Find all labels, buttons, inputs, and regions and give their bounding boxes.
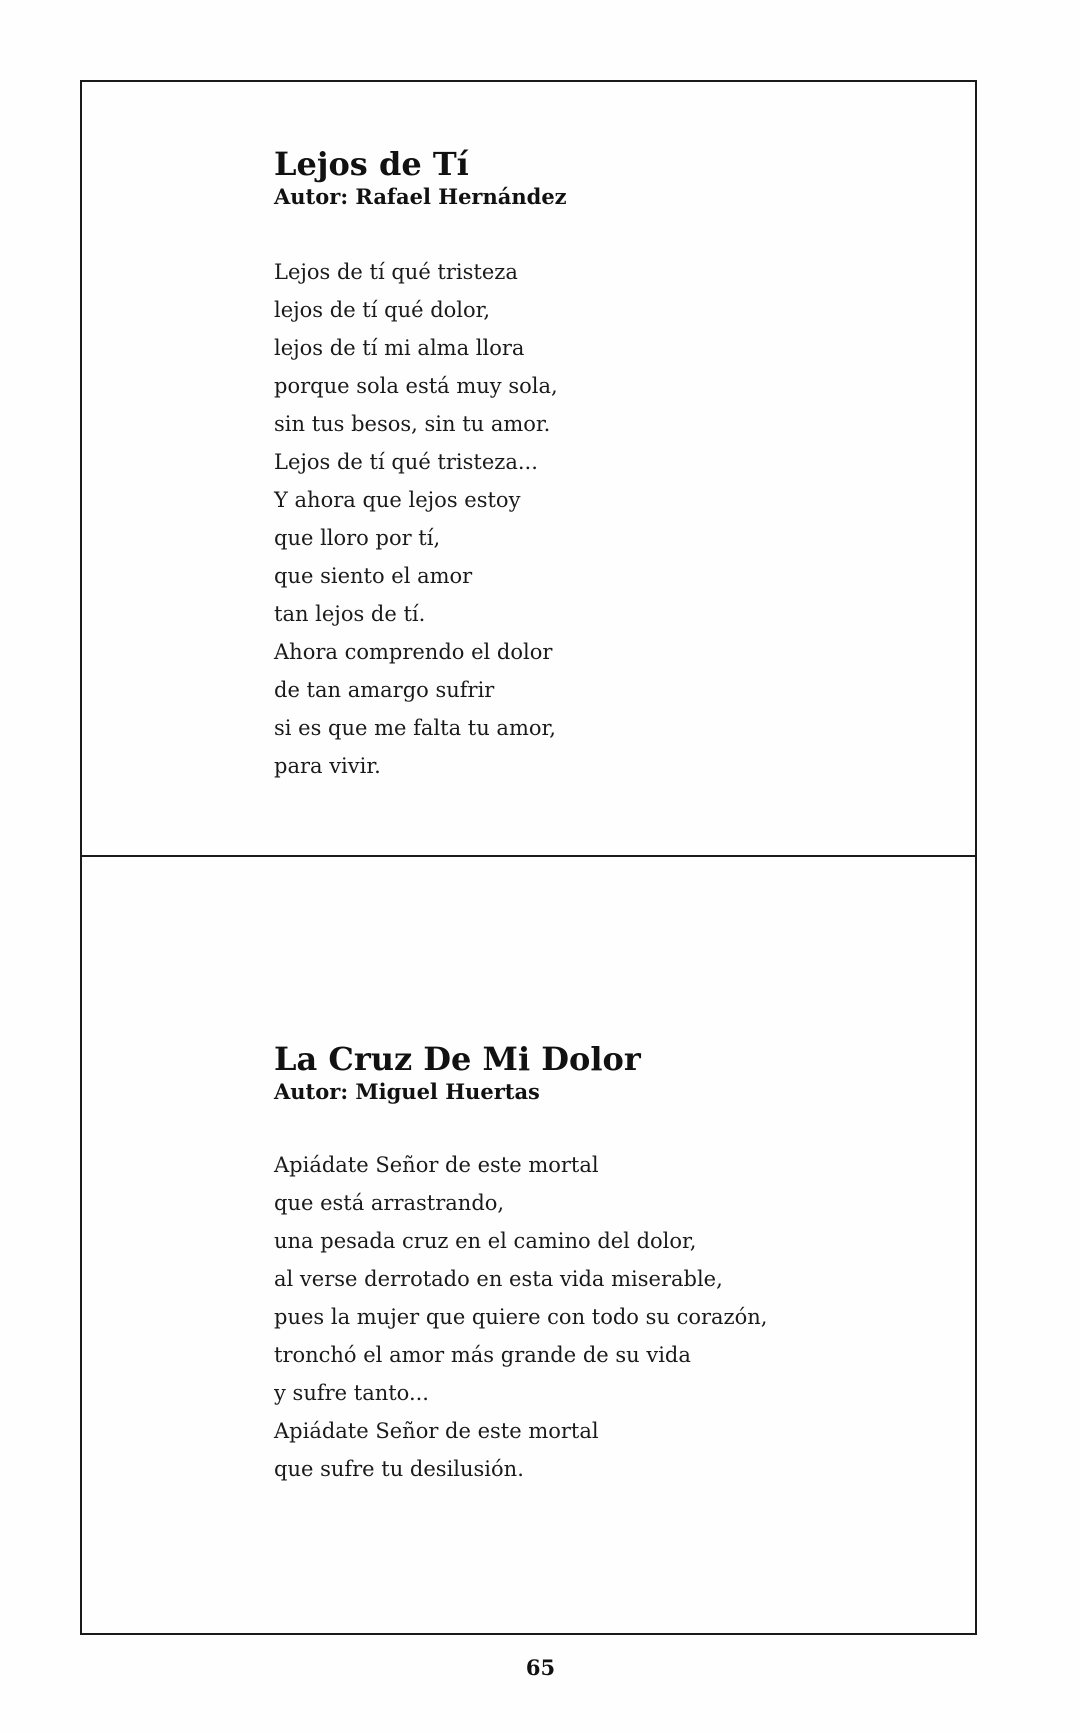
section-divider bbox=[82, 855, 975, 857]
poem-author: Autor: Miguel Huertas bbox=[274, 1079, 540, 1104]
verse-line: Apiádate Señor de este mortal bbox=[274, 1419, 599, 1443]
verse-line: porque sola está muy sola, bbox=[274, 374, 558, 398]
verse-line: al verse derrotado en esta vida miserable, bbox=[274, 1267, 723, 1291]
verse-line: tronchó el amor más grande de su vida bbox=[274, 1343, 691, 1367]
verse-line: Apiádate Señor de este mortal bbox=[274, 1153, 599, 1177]
poem-title: Lejos de Tí bbox=[274, 145, 469, 183]
verse-line: Lejos de tí qué tristeza bbox=[274, 260, 518, 284]
verse-line: de tan amargo sufrir bbox=[274, 678, 495, 702]
verse-line: sin tus besos, sin tu amor. bbox=[274, 412, 551, 436]
verse-line: tan lejos de tí. bbox=[274, 602, 426, 626]
verse-line: y sufre tanto... bbox=[274, 1381, 429, 1405]
verse-line: para vivir. bbox=[274, 754, 381, 778]
verse-line: pues la mujer que quiere con todo su corazón, bbox=[274, 1305, 768, 1329]
verse-line: si es que me falta tu amor, bbox=[274, 716, 556, 740]
verse-line: que sufre tu desilusión. bbox=[274, 1457, 524, 1481]
verse-line: lejos de tí qué dolor, bbox=[274, 298, 491, 322]
verse-line: Ahora comprendo el dolor bbox=[274, 640, 553, 664]
poem-lejos-de-ti bbox=[274, 145, 567, 785]
verse-line: Y ahora que lejos estoy bbox=[274, 488, 521, 512]
verse-line: una pesada cruz en el camino del dolor, bbox=[274, 1229, 697, 1253]
page-number: 65 bbox=[525, 1655, 556, 1680]
poem-verses bbox=[274, 1146, 767, 1488]
poem-verses bbox=[274, 253, 567, 785]
poem-author: Autor: Rafael Hernández bbox=[274, 184, 567, 209]
verse-line: que lloro por tí, bbox=[274, 526, 441, 550]
verse-line: que siento el amor bbox=[274, 564, 473, 588]
verse-line: Lejos de tí qué tristeza... bbox=[274, 450, 538, 474]
verse-line: que está arrastrando, bbox=[274, 1191, 505, 1215]
poem-title: La Cruz De Mi Dolor bbox=[274, 1040, 641, 1078]
poem-frame bbox=[80, 80, 977, 1635]
poem-la-cruz-de-mi-dolor bbox=[274, 1040, 767, 1488]
verse-line: lejos de tí mi alma llora bbox=[274, 336, 525, 360]
